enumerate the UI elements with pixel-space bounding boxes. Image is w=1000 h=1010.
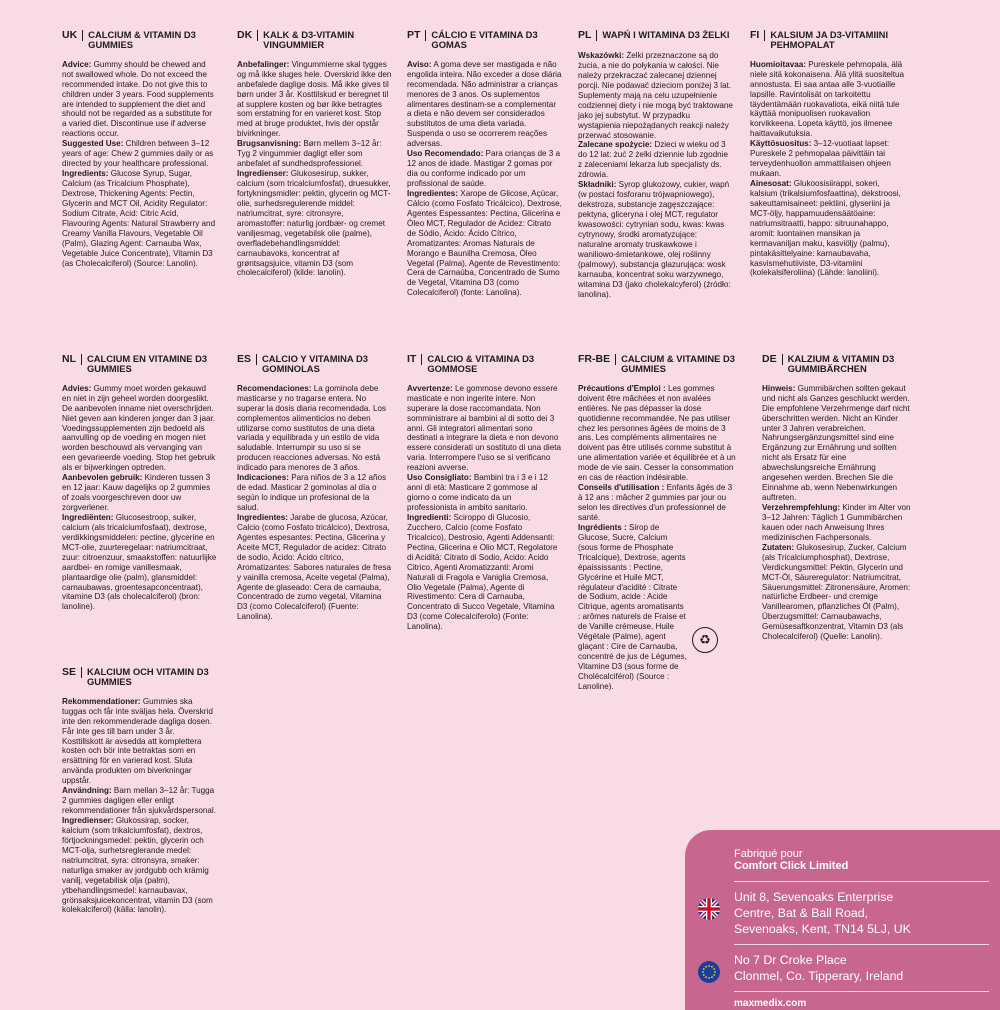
country-code: NL [62,354,82,365]
section-es [237,354,392,622]
product-title: CALCIUM & VITAMINE D3 GUMMIES [621,353,735,374]
advice-paragraph: Rekommendationer: Gummies ska tuggas och får inte sväljas hela. Överskrid inte den rekommenderade dagliga dosen. Får inte ges till barn under 3 år. Kosttillskott är avsedda att komplettera kosten och bör inte betraktas som en ersättning för en varierad kost. Sluta använda produkten om biverkningar uppstår. [62,696,213,786]
divider [734,944,989,945]
website-link[interactable]: maxmedix.com [734,997,807,1009]
section-de [762,354,912,642]
product-title: KALK & D3-VITAMIN VINGUMMIER [263,29,355,50]
eu-flag-icon [698,961,720,983]
section-heading [578,30,733,41]
ingredients-paragraph: Ingredients: Glucose Syrup, Sugar, Calcium (as Tricalcium Phosphate), Dextrose, Thickening Agents: Pectin, Glycerin and MCT Oil, Acidity Regulator: Sodium Citrate, Acid: Citric Acid, Flavouring Agents: Natural Strawberry and Creamy Vanilla Flavours, Vegetable Oil (Palm), Glazing Agent: Carnauba Wax, Vegetable Juice Concentrate), Vitamin D3 (as Cholecalciferol) (Source: Lanolin). [62,169,216,268]
ingredients-paragraph: Ingrédients : Sirop de Glucose, Sucre, Calcium (sous forme de Phosphate Tricalcique), Dextrose, agents épaississants : Pectine, Glycérine et Huile MCT, régulateur d'acidité : Citrate de Sodium, acide : Acide Citrique, agents aromatisants : arômes naturels de Fraise et de Vanille crémeuse, Huile Végétale (Palme), agent glaçant : Cire de Carnauba, concentré de jus de Légumes, Vitamine D3 (sous forme de Cholécalciférol) (Source : Lanoline). [578,522,687,691]
section-nl [62,354,217,612]
product-title: CÁLCIO E VITAMINA D3 GOMAS [431,29,538,50]
address-line: Centre, Bat & Ball Road, [734,905,868,920]
product-title: KALSIUM JA D3-VITAMIINI PEHMOPALAT [770,29,889,50]
advice-paragraph: Wskazówki: Żelki przeznaczone są do żucia, a nie do połykania w całości. Nie należy przekraczać zalecanej dziennej porcji. Nie podawać dzieciom poniżej 3 lat. Suplementy mają na celu uzupełnienie codziennej diety i nie mogą być traktowane jako jej substytut. W przypadku wystąpienia niepożądanych reakcji należy przerwać stosowanie. [578,51,733,140]
product-title: CALCIUM & VITAMIN D3 GUMMIES [88,29,196,50]
product-title: CALCIUM EN VITAMINE D3 GUMMIES [87,353,208,374]
usage-paragraph: Indicaciones: Para niños de 3 a 12 años de edad. Masticar 2 gominolas al día o según lo indique un profesional de la salud. [237,473,387,512]
uk-flag-icon [698,898,720,920]
country-code: IT [407,354,422,365]
uk-address [698,890,1000,938]
section-heading [237,354,392,374]
section-heading [762,354,912,374]
ingredients-paragraph: Ingredientes: Jarabe de glucosa, Azúcar, Calcio (como Fosfato tricálcico), Dextrosa, Agentes espesantes: Pectina, Glicerina y Aceite MCT, Regulador de acidez: Citrato de sodio, Ácido: Ácido cítrico, Aromatizantes: Sabores naturales de fresa y vainilla cremosa, Aceite vegetal (Palma), Agente de glaseado: Cera de carnauba, Concentrado de zumo vegetal, Vitamina D3 (como Colecalciferol) (Fuente: Lanolina). [237,512,392,622]
advice-paragraph: Advice: Gummy should be chewed and not swallowed whole. Do not exceed the recommended intake. Do not give this to children under 3 years. Food supplements are intended to supplement the diet and should not be regarded as a substitute for a varied diet. Discontinue use if adverse reactions occur. [62,59,214,139]
section-it [407,354,562,632]
section-heading [407,354,562,374]
section-heading [237,30,392,50]
section-pt [407,30,562,298]
usage-paragraph: Uso Consigliato: Bambini tra i 3 e i 12 anni di età: Masticare 2 gommose al giorno o come indicato da un professionista in ambito sanitario. [407,473,548,512]
product-title: WAPŃ I WITAMINA D3 ŻELKI [602,29,730,40]
manufacturer-panel [685,830,1000,1010]
product-title: KALZIUM & VITAMIN D3 GUMMIBÄRCHEN [787,353,895,374]
usage-paragraph: Zalecane spożycie: Dzieci w wieku od 3 do 12 lat: żuć 2 żelki dziennie lub zgodnie z zaleceniami lekarza lub specjalisty ds. zdrowia. [578,140,728,180]
usage-paragraph: Aanbevolen gebruik: Kinderen tussen 3 en 12 jaar: Kauw dagelijks op 2 gummies of zoals voorgeschreven door uw zorgverlener. [62,473,211,512]
ingredients-paragraph: Ingredienser: Glukossirap, socker, kalcium (som trikalciumfosfat), dextros, förtjockningsmedel: pektin, glycerin och MCT-olja, surhetsreglerande medel: natriumcitrat, syra: citronsyra, smaker: naturliga smaker av jordgubb och krämig vanilj, vegetabilisk olja (palm), ytbehandlingsmedel: karnaubavax, grönsaksjuicekoncentrat, vitamin D3 (som kolekalciferol) (källa: lanolin). [62,816,213,915]
usage-paragraph: Verzehrempfehlung: Kinder im Alter von 3–12 Jahren: Täglich 1 Gummibärchen kauen oder nach Anweisung Ihres medizinischen Fachpersonals. [762,503,911,542]
divider [734,991,989,992]
manufacturer-company: Comfort Click Limited [734,860,849,872]
country-code: UK [62,30,83,41]
country-code: DK [237,30,258,41]
ingredients-paragraph: Ingredientes: Xarope de Glicose, Açúcar, Cálcio (como Fosfato Tricálcico), Dextrose, Agentes Espessantes: Pectina, Glicerina e Óleo MCT, Regulador de Acidez: Citrato de Sódio, Ácido: Ácido Cítrico, Aromatizantes: Aromas Naturais de Morango e Baunilha Cremosa, Óleo Vegetal (Palma), Agente de Revestimento: Cera de Carnaúba, Concentrado de Sumo de Vegetal, Vitamina D3 (como Colecalciferol) (fonte: Lanolina). [407,188,562,298]
section-heading [62,30,217,50]
advice-paragraph: Anbefalinger: Vingummierne skal tygges og må ikke sluges hele. Overskrid ikke den anbefalede daglige dosis. Må ikke gives til børn under 3 år. Kosttilskud er beregnet til at supplere kosten og bør ikke betragtes som erstatning for en varieret kost. Stop med at bruge produktet, hvis der opstår bivirkninger. [237,59,392,139]
section-heading [407,30,562,50]
address-line: No 7 Dr Croke Place [734,952,847,967]
ingredients-paragraph: Ingrediënten: Glucosestroop, suiker, calcium (als tricalciumfosfaat), dextrose, verdikkingsmiddelen: pectine, glycerine en MCT-olie, zuurteregelaar: natriumcitraat, zuur: citroenzuur, smaakstoffen: natuurlijke aardbei- en romige vanillesmaak, plantaardige olie (palm), glansmiddel: carnaubawas, groentesapconcentraat), vitamine D3 (als cholecalciferol) (bron: lanoline). [62,512,217,612]
advice-paragraph: Avvertenze: Le gommose devono essere masticate e non ingerite intere. Non superare la dose raccomandata. Non somministrare ai bambini al di sotto dei 3 anni. Gli integratori alimentari sono destinati a integrare la dieta e non devono essere considerati un sostituto di una dieta varia. Interrompere l'uso se si verificano reazioni avverse. [407,383,562,473]
address-line: Unit 8, Sevenoaks Enterprise [734,890,894,904]
divider [734,881,989,882]
ingredients-paragraph: Składniki: Syrop glukozowy, cukier, wapń (w postaci fosforanu trójwapniowego), dekstroza, substancje zagęszczające: pektyna, gliceryna i olej MCT, regulator kwasowości: cytrynian sodu, kwas: kwas cytrynowy, środki aromatyzujące: naturalne aromaty truskawkowe i waniliowo-śmietankowe, olej roślinny (palmowy), substancja glazurująca: wosk karnauba, koncentrat soku warzywnego, witamina D3 (jako cholekalcyferol) (źródło: lanolina). [578,180,731,299]
country-code: SE [62,667,82,678]
country-code: PL [578,30,597,41]
ingredients-paragraph: Zutaten: Glukosesirup, Zucker, Calcium (als Tricalciumphosphat), Dextrose, Verdickungsmittel: Pektin, Glycerin und MCT-Öl, Säureregulator: Natriumcitrat, Säuerungsmittel: Zitronensäure, Aromen: natürliche Erdbeer- und cremige Vanillearomen, pflanzliches Öl (Palm), Überzugsmittel: Carnaubawachs, Gemüsesaftkonzentrat, Vitamin D3 (als Cholecalciferol) (Quelle: Lanolin). [762,542,911,642]
country-code: FR-BE [578,354,616,365]
section-dk [237,30,392,278]
section-se [62,667,217,915]
advice-paragraph: Recomendaciones: La gominola debe masticarse y no tragarse entera. No superar la dosis diaria recomendada. Los complementos alimenticios no deben utilizarse como sustitutos de una dieta variada y equilibrada y un estilo de vida saludable. Interrumpir su uso si se producen reacciones adversas. No está indicado para menores de 3 años. [237,383,387,473]
usage-paragraph: Brugsanvisning: Børn mellem 3–12 år: Tyg 2 vingummier dagligt eller som anbefalet af sundhedsprofessionel. [237,139,382,169]
section-heading [62,667,217,687]
advice-paragraph: Précautions d'Emploi : Les gommes doivent être mâchées et non avalées entières. Ne pas dépasser la dose quotidienne recommandée. Ne pas utiliser chez les personnes âgées de moins de 3 ans. Les compléments alimentaires ne doivent pas être utilisés comme substitut à une alimentation variée et équilibrée et à un mode de vie sain. Cesser la consommation en cas de réaction indésirable. [578,383,736,483]
eu-address [698,953,1000,985]
usage-paragraph: Suggested Use: Children between 3–12 years of age: Chew 2 gummies daily or as directed by your healthcare professional. [62,139,214,169]
country-code: FI [750,30,765,41]
usage-paragraph: Uso Recomendado: Para crianças de 3 a 12 anos de idade. Mastigar 2 gomas por dia ou conforme indicado por um profissional de saúde. [407,149,561,188]
manufacturer-label: Fabriqué pour [734,848,803,860]
section-pl [578,30,733,299]
ingredients-paragraph: Ingredienti: Sciroppo di Glucosio, Zucchero, Calcio (come Fosfato Tricalcico), Destrosio, Agenti Addensanti: Pectina, Glicerina e Olio MCT, Regolatore di Acidità: Citrato di Sodio, Acido: Acido Citrico, Agenti Aromatizzanti: Aromi Naturali di Fragola e Vaniglia Cremosa, Olio Vegetale (Palma), Agente di Rivestimento: Cera di Carnauba, Concentrato di Succo Vegetale, Vitamina D3 (come Colecalciferolo) (Fonte: Lanolina). [407,512,558,632]
section-uk [62,30,217,268]
section-heading [62,354,217,374]
country-code: PT [407,30,426,41]
usage-paragraph: Användning: Barn mellan 3–12 år: Tugga 2 gummies dagligen eller enligt rekommendationer från sjukvårdspersonal. [62,786,216,816]
section-heading [750,30,905,50]
product-title: CALCIO Y VITAMINA D3 GOMINOLAS [262,353,368,374]
advice-paragraph: Hinweis: Gummibärchen sollten gekaut und nicht als Ganzes geschluckt werden. Die empfohlene Verzehrmenge darf nicht überschritten werden. Nicht an Kinder unter 3 Jahren verabreichen. Nahrungsergänzungsmittel sind eine Ergänzung zur Ernährung und sollten nicht als Ersatz für eine abwechslungsreiche Ernährung angesehen werden. Brechen Sie die Einnahme ab, wenn Nebenwirkungen auftreten. [762,383,910,503]
address-line: Sevenoaks, Kent, TN14 5LJ, UK [734,921,911,936]
country-code: ES [237,354,257,365]
advice-paragraph: Huomioitavaa: Pureskele pehmopala, älä niele sitä kokonaisena. Älä ylitä suositeltua annostusta. Ei saa antaa alle 3-vuotiaille lapsille. Ravintolisät on tarkoitettu täydentämään ruokavaliota, eikä niitä tule käyttää monipuolisen ruokavalion korvikkeena. Lopeta käyttö, jos ilmenee haittavaikutuksia. [750,59,905,139]
section-fi [750,30,905,278]
section-heading [578,354,738,374]
country-code: DE [762,354,783,365]
product-title: CALCIO & VITAMINA D3 GOMMOSE [427,353,535,374]
tidyman-recycle-icon: ♻ [692,627,718,653]
ingredients-paragraph: Ainesosat: Glukoosisiirappi, sokeri, kalsium (trikalsiumfosfaattina), dekstroosi, sakeuttamisaineet: pektiini, glyseriini ja MCT-öljy, happamuudensäätöaine: natriumsitraatti, happo: sitruunahappo, aromit: luontainen mansikan ja kermavaniljan maku, kasviöljy (palmu), pintakäsittelyaine: karnaubavaha, kasvismehutiiviste, D3-vitamiini (kolekalsiferoliina) (Lähde: lanoliini). [750,179,901,278]
usage-paragraph: Conseils d'utilisation : Enfants âgés de 3 à 12 ans : mâcher 2 gummies par jour ou selon les directives d'un professionnel de santé. [578,483,733,522]
address-line: Clonmel, Co. Tipperary, Ireland [734,968,904,983]
advice-paragraph: Advies: Gummy moet worden gekauwd en niet in zijn geheel worden doorgeslikt. De aanbevolen inname niet overschrijden. Niet geven aan kinderen jonger dan 3 jaar. Voedingssupplementen zijn bedoeld als aanvulling op de voeding en mogen niet worden beschouwd als vervanging van een gevarieerde voeding. Stop het gebruik als er bijwerkingen optreden. [62,383,216,473]
ingredients-paragraph: Ingredienser: Glukosesirup, sukker, calcium (som tricalciumfosfat), druesukker, fortykningsmidler: pektin, glycerin og MCT-olie, surhedsregulerende middel: natriumcitrat, syre: citronsyre, aromastoffer: naturlig jordbær- og cremet vaniljesmag, vegetabilsk olie (palme), overfladebehandlingsmiddel: carnaubavoks, koncentrat af grøntsagsjuice, vitamin D3 (som cholecalciferol) (kilde: lanolin). [237,169,391,278]
advice-paragraph: Aviso: A goma deve ser mastigada e não engolida inteira. Não exceder a dose diária recomendada. Não administrar a crianças menores de 3 anos. Os suplementos alimentares destinam-se a complementar a dieta e não devem ser considerados substitutos de uma dieta variada. Suspenda o uso se ocorrerem reações adversas. [407,59,562,149]
product-title: KALCIUM OCH VITAMIN D3 GUMMIES [87,666,209,687]
usage-paragraph: Käyttösuositus: 3–12-vuotiaat lapset: Pureskele 2 pehmopalaa päivittäin tai terveydenhuollon ammattilaisen ohjeen mukaan. [750,139,891,179]
